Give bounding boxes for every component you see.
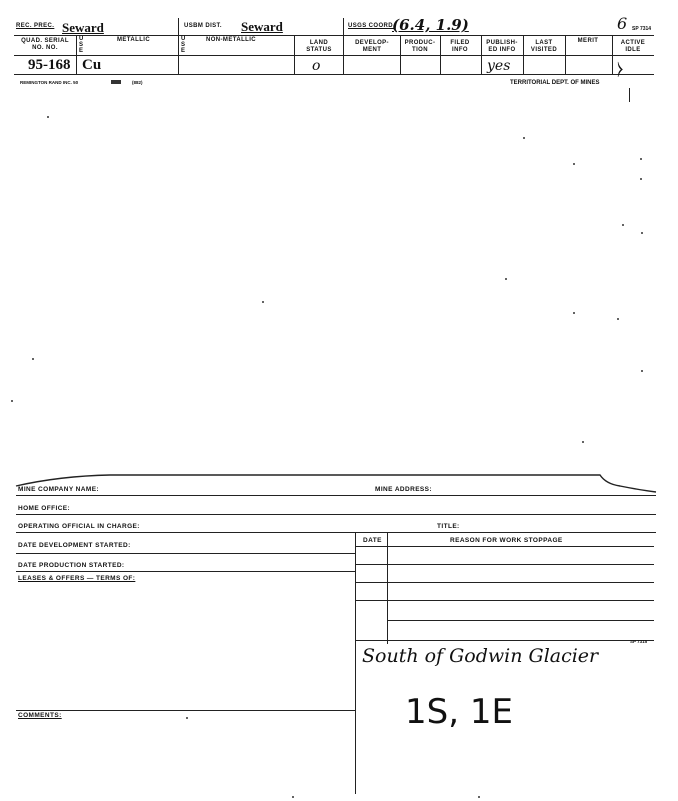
card-top-edge: [0, 468, 678, 498]
speck: [573, 163, 575, 165]
speck: [640, 158, 642, 160]
usgs-coord-value: (6.4, 1.9): [392, 16, 469, 34]
operating-official-label: OPERATING OFFICIAL IN CHARGE:: [18, 523, 140, 530]
title-label: TITLE:: [437, 523, 460, 530]
comments-label: COMMENTS:: [18, 712, 62, 719]
col-merit: MERIT: [577, 38, 599, 44]
metallic-commodity: Cu: [82, 57, 102, 73]
reason-label: REASON FOR WORK STOPPAGE: [450, 537, 563, 544]
col-development: DEVELOP- MENT: [355, 40, 389, 53]
rule: [16, 553, 355, 554]
handwritten-location: South of Godwin Glacier: [362, 645, 599, 667]
footer-left: REMINGTON RAND INC. 50: [20, 80, 79, 85]
land-status-value: o: [312, 58, 321, 74]
section-divider: [355, 532, 356, 794]
handwritten-township: 1S, 1E: [405, 692, 513, 732]
rule: [355, 564, 654, 565]
mine-company-name-label: MINE COMPANY NAME:: [18, 486, 99, 493]
speck: [11, 400, 13, 402]
col-divider: [76, 35, 77, 74]
speck: [523, 137, 525, 139]
date-production-label: DATE PRODUCTION STARTED:: [18, 562, 125, 569]
rule: [16, 514, 656, 515]
published-info-value: yes: [487, 58, 511, 74]
speck: [617, 318, 619, 320]
date-column-divider: [387, 532, 388, 644]
rule: [355, 640, 654, 641]
rule: [355, 600, 654, 601]
col-quad-serial: QUAD. SERIAL NO. NO.: [21, 38, 69, 51]
rule: [16, 495, 656, 496]
bottom-form-number: SP 7315: [630, 639, 648, 644]
col-production: PRODUC- TION: [404, 40, 436, 53]
home-office-label: HOME OFFICE:: [18, 505, 71, 512]
col-active-idle: ACTIVE IDLE: [620, 40, 646, 53]
col-published-info: PUBLISH- ED INFO: [486, 40, 518, 53]
edge-tick: [629, 88, 630, 102]
active-idle-mark: ⧽: [617, 58, 624, 79]
serial-number: 95-168: [28, 57, 71, 73]
usbm-dist-label: USBM DIST.: [184, 23, 223, 29]
mine-address-label: MINE ADDRESS:: [375, 486, 432, 493]
speck: [582, 441, 584, 443]
rule: [387, 620, 654, 621]
rule: [355, 546, 654, 547]
footer-left-2: (882): [132, 80, 143, 85]
col-non-metallic: NON-METALLIC: [206, 37, 257, 43]
rec-prec-label: REC. PREC.: [16, 23, 55, 29]
speck: [640, 178, 642, 180]
header-row-rule: [14, 55, 654, 56]
rule: [16, 710, 355, 711]
top-row-rule: [14, 35, 654, 36]
speck: [478, 796, 480, 798]
speck: [47, 116, 49, 118]
col-divider: [294, 35, 295, 74]
footer-right: TERRITORIAL DEPT. OF MINES: [510, 80, 600, 86]
usgs-coord-label: USGS COORD.: [348, 23, 396, 29]
col-filed-info: FILED INFO: [450, 40, 470, 53]
corner-mark: 6: [617, 14, 628, 33]
col-metallic: METALLIC: [117, 37, 151, 43]
speck: [622, 224, 624, 226]
date-label: DATE: [363, 537, 382, 544]
rule: [16, 571, 355, 572]
speck: [186, 717, 188, 719]
speck: [573, 312, 575, 314]
data-row-rule: [14, 74, 654, 75]
date-development-label: DATE DEVELOPMENT STARTED:: [18, 542, 131, 549]
form-number: SP 7314: [632, 26, 652, 32]
speck: [641, 370, 643, 372]
rule: [355, 582, 654, 583]
speck: [292, 796, 294, 798]
col-divider: [178, 18, 179, 74]
speck: [505, 278, 507, 280]
col-divider: [343, 18, 344, 74]
col-use-nonmetallic: U S E: [181, 36, 186, 54]
rec-prec-value: Seward: [62, 20, 104, 35]
col-land-status: LAND STATUS: [306, 40, 332, 53]
leases-label: LEASES & OFFERS — TERMS OF:: [18, 575, 136, 582]
speck: [641, 232, 643, 234]
usbm-dist-value: Seward: [241, 19, 283, 34]
speck: [262, 301, 264, 303]
speck: [32, 358, 34, 360]
rule: [16, 532, 656, 533]
col-use-metallic: U S E: [79, 36, 84, 54]
col-last-visited: LAST VISITED: [530, 40, 558, 53]
stamp-block: [111, 80, 121, 84]
